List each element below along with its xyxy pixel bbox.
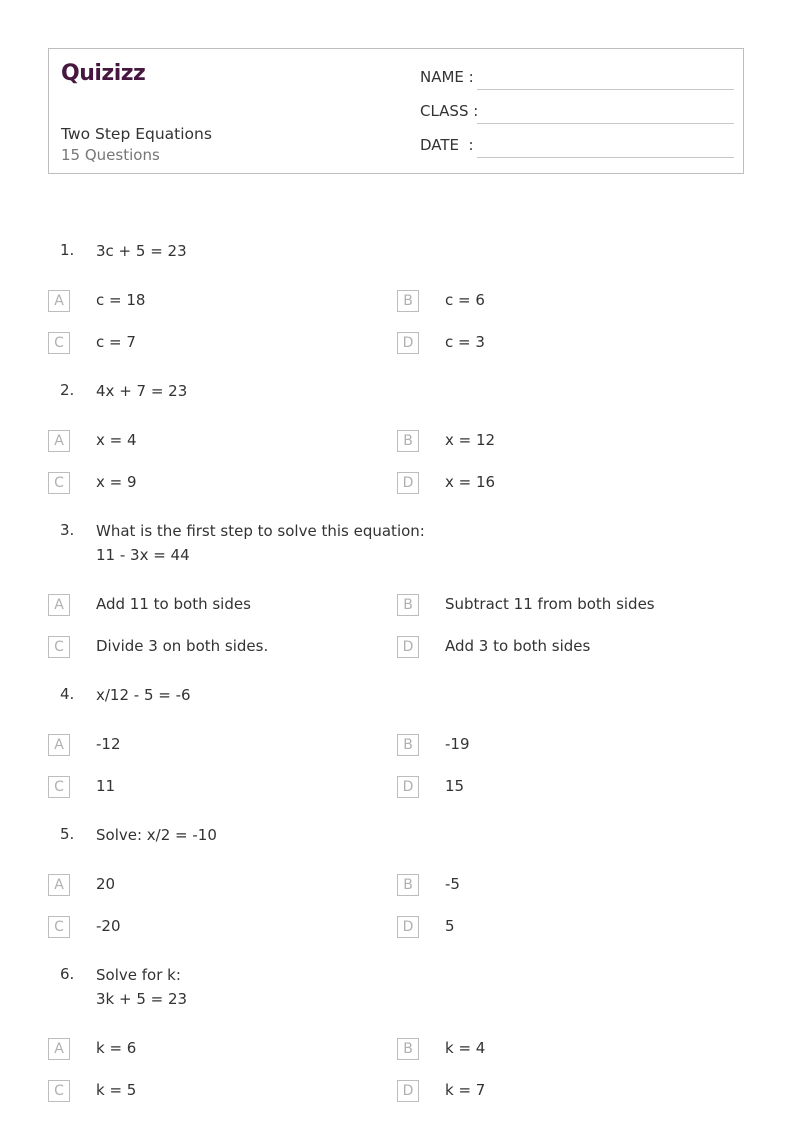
question-number: 3. (60, 521, 75, 539)
date-line[interactable] (477, 157, 734, 158)
name-field[interactable] (420, 68, 734, 90)
option-letter-box[interactable]: A (48, 734, 70, 756)
option-text: Subtract 11 from both sides (445, 595, 655, 613)
option-letter-box[interactable]: D (397, 472, 419, 494)
question-text (96, 683, 696, 707)
question-text-line: 3c + 5 = 23 (96, 242, 187, 260)
option-text: k = 6 (96, 1039, 137, 1057)
question-number: 6. (60, 965, 75, 983)
question-number: 2. (60, 381, 75, 399)
worksheet-header (48, 48, 744, 174)
question-text-line: 3k + 5 = 23 (96, 990, 188, 1008)
option-letter-box[interactable]: D (397, 776, 419, 798)
option-letter-box[interactable]: A (48, 594, 70, 616)
option-text: c = 18 (96, 291, 146, 309)
option-text: Divide 3 on both sides. (96, 637, 269, 655)
option-letter-box[interactable]: C (48, 472, 70, 494)
option-letter-box[interactable]: D (397, 636, 419, 658)
class-line[interactable] (477, 123, 734, 124)
option-letter-box[interactable]: D (397, 332, 419, 354)
option-letter-box[interactable]: B (397, 874, 419, 896)
option-text: c = 7 (96, 333, 136, 351)
option-letter-box[interactable]: C (48, 332, 70, 354)
date-label: DATE : (420, 136, 474, 154)
worksheet-title: Two Step Equations (61, 125, 212, 143)
option-letter-box[interactable]: A (48, 290, 70, 312)
option-text: Add 11 to both sides (96, 595, 251, 613)
name-line[interactable] (477, 89, 734, 90)
option-text: c = 6 (445, 291, 485, 309)
date-field[interactable] (420, 136, 734, 158)
option-text: x = 4 (96, 431, 137, 449)
option-letter-box[interactable]: C (48, 636, 70, 658)
quizizz-logo: Quizizz (61, 61, 146, 86)
option-letter-box[interactable]: B (397, 594, 419, 616)
option-text: x = 12 (445, 431, 496, 449)
option-text: k = 4 (445, 1039, 486, 1057)
option-text: -12 (96, 735, 121, 753)
option-letter-box[interactable]: B (397, 1038, 419, 1060)
option-letter-box[interactable]: A (48, 1038, 70, 1060)
option-letter-box[interactable]: A (48, 430, 70, 452)
option-letter-box[interactable]: A (48, 874, 70, 896)
option-text: -5 (445, 875, 460, 893)
option-text: x = 16 (445, 473, 496, 491)
question-text (96, 239, 696, 263)
option-letter-box[interactable]: D (397, 916, 419, 938)
option-text: 11 (96, 777, 116, 795)
option-text: c = 3 (445, 333, 485, 351)
question-text-line: What is the first step to solve this equation: (96, 522, 425, 540)
option-text: -19 (445, 735, 470, 753)
option-letter-box[interactable]: B (397, 290, 419, 312)
class-label: CLASS : (420, 102, 479, 120)
question-text-line: Solve: x/2 = -10 (96, 826, 217, 844)
question-text (96, 379, 696, 403)
option-letter-box[interactable]: C (48, 776, 70, 798)
option-text: Add 3 to both sides (445, 637, 591, 655)
option-text: k = 5 (96, 1081, 137, 1099)
question-text-line: Solve for k: (96, 966, 181, 984)
question-text-line: 11 - 3x = 44 (96, 546, 190, 564)
option-text: x = 9 (96, 473, 137, 491)
option-text: -20 (96, 917, 121, 935)
question-number: 1. (60, 241, 75, 259)
question-number: 4. (60, 685, 75, 703)
name-label: NAME : (420, 68, 474, 86)
option-text: k = 7 (445, 1081, 486, 1099)
class-field[interactable] (420, 102, 734, 124)
option-letter-box[interactable]: C (48, 1080, 70, 1102)
option-text: 20 (96, 875, 116, 893)
option-text: 5 (445, 917, 455, 935)
question-text (96, 963, 696, 1011)
option-text: 15 (445, 777, 465, 795)
option-letter-box[interactable]: D (397, 1080, 419, 1102)
question-text (96, 823, 696, 847)
question-text (96, 519, 696, 567)
option-letter-box[interactable]: B (397, 734, 419, 756)
option-letter-box[interactable]: C (48, 916, 70, 938)
question-count: 15 Questions (61, 146, 160, 164)
option-letter-box[interactable]: B (397, 430, 419, 452)
question-text-line: x/12 - 5 = -6 (96, 686, 191, 704)
question-text-line: 4x + 7 = 23 (96, 382, 188, 400)
question-number: 5. (60, 825, 75, 843)
